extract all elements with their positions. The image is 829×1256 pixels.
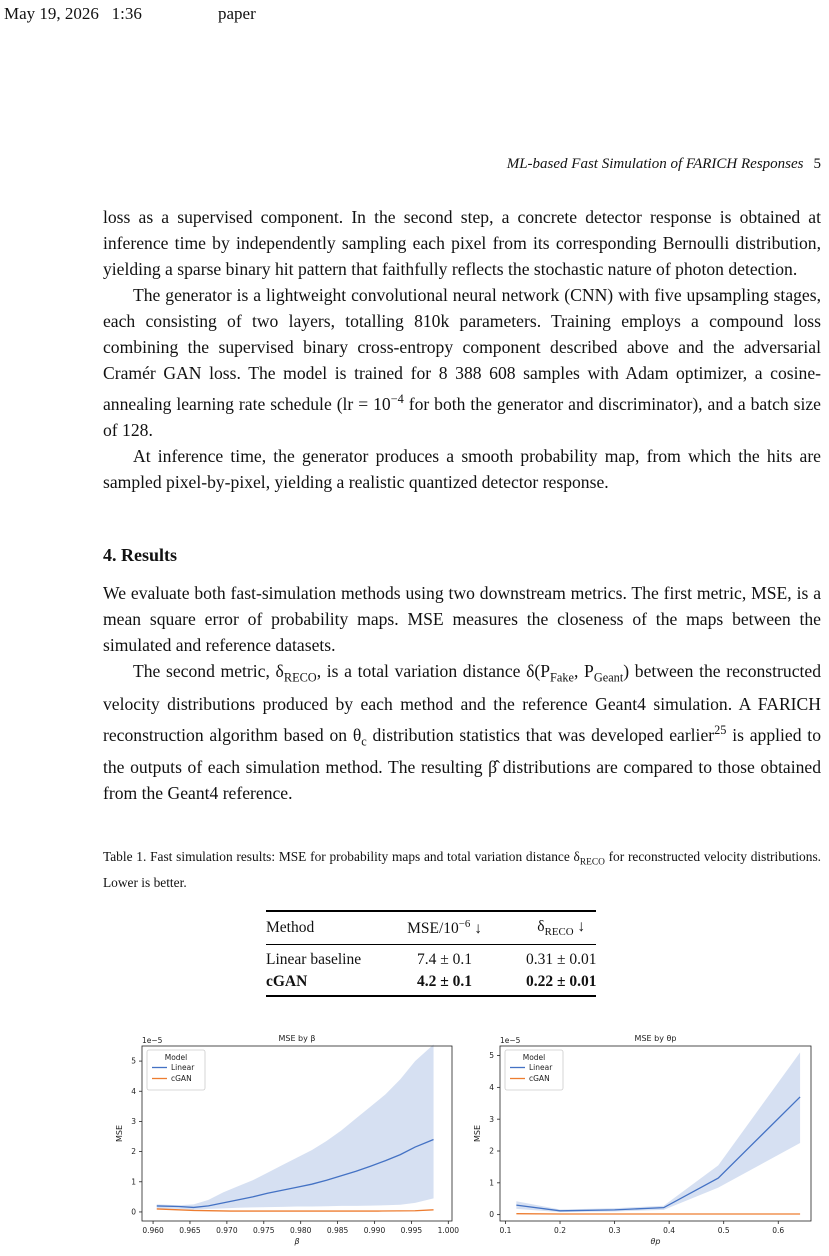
cell-method: cGAN [266, 973, 308, 991]
x-tick-label: 0.5 [717, 1226, 730, 1235]
table-header-row [266, 911, 596, 945]
y-tick-label: 5 [489, 1051, 494, 1061]
y-multiplier: 1e−5 [142, 1036, 163, 1045]
cell-delta: 0.31 ± 0.01 [525, 951, 597, 969]
results-table [266, 910, 596, 997]
time-text: 1:36 [111, 4, 142, 23]
table-caption: Table 1. Fast simulation results: MSE for probability maps and total variation distance $\delta_{RECO}$ for reconstructed velocity distributions. Lower is better. [103, 849, 821, 890]
x-tick-label: 0.990 [363, 1226, 386, 1235]
x-tick-label: 0.960 [142, 1226, 164, 1235]
y-tick-label: 5 [131, 1056, 136, 1066]
y-tick-label: 0 [131, 1207, 136, 1217]
body-text-top [103, 204, 821, 495]
y-tick-label: 0 [489, 1210, 494, 1220]
print-date [4, 4, 142, 24]
legend-label-linear: Linear [171, 1063, 195, 1072]
legend-label-linear: Linear [529, 1063, 553, 1072]
x-tick-label: 0.4 [663, 1226, 676, 1235]
section-heading: 4. Results [103, 545, 178, 565]
chart-title: MSE by θp [634, 1034, 677, 1043]
paragraph: The second metric, $\delta_{RECO}$, is a total variation distance $\delta(P_{Fake}$, $P_{Geant}$) between the reconstructed velocity distributions produced by each method and the reference Geant4 simulation. A FARICH reconstruction algorithm based on $\theta_c$ distribution statistics that was developed earlier$^{25}$ is applied to the outputs of each simulation method. The resulting β̂ distributions are compared to those obtained from the Geant4 reference. [103, 661, 821, 803]
x-axis-label: θp [650, 1237, 661, 1246]
legend-label-cgan: cGAN [529, 1074, 550, 1083]
running-head [507, 156, 821, 173]
cell-method: Linear baseline [266, 951, 362, 969]
x-tick-label: 0.965 [179, 1226, 201, 1235]
y-tick-label: 4 [131, 1086, 136, 1096]
y-axis-label: MSE [473, 1124, 482, 1143]
chart-title: MSE by β [278, 1034, 316, 1043]
y-tick-label: 1 [489, 1178, 494, 1188]
y-tick-label: 1 [131, 1177, 136, 1187]
running-title: ML-based Fast Simulation of FARICH Responses [506, 156, 804, 172]
date-text: May 19, 2026 [4, 4, 99, 23]
y-multiplier: 1e−5 [500, 1036, 521, 1045]
y-tick-label: 2 [489, 1146, 494, 1156]
x-tick-label: 0.2 [554, 1226, 566, 1235]
paragraph: The generator is a lightweight convolutional neural network (CNN) with five upsampling stages, each consisting of two layers, totalling 810k parameters. Training employs a compound loss combining the supervised binary cross-entropy component described above and the adversarial Cramér GAN loss. The model is trained for 8 388 608 samples with Adam optimizer, a cosine-annealing learning rate schedule ($lr = 10^{-4}$ for both the generator and discriminator), and a batch size of 128. [103, 285, 821, 440]
y-tick-label: 3 [131, 1117, 136, 1127]
x-tick-label: 0.3 [608, 1226, 621, 1235]
legend-label-cgan: cGAN [171, 1074, 192, 1083]
body-text-results [103, 580, 821, 806]
table-row [266, 945, 596, 972]
legend-title: Model [164, 1053, 188, 1062]
table-row [266, 971, 596, 996]
x-tick-label: 0.6 [772, 1226, 785, 1235]
doc-label: paper [218, 4, 256, 23]
col-mse: MSE/$10^{-6}$ ↓ [407, 918, 482, 938]
x-tick-label: 0.980 [289, 1226, 312, 1235]
paragraph: loss as a supervised component. In the second step, a concrete detector response is obtained at inference time by independently sampling each pixel from its corresponding Bernoulli distribution, yielding a sparse binary hit pattern that faithfully reflects the stochastic nature of photon detection. [103, 207, 821, 279]
x-axis-label: β [294, 1237, 300, 1246]
paragraph: At inference time, the generator produces a smooth probability map, from which the hits are sampled pixel-by-pixel, yielding a realistic quantized detector response. [103, 445, 821, 492]
legend-title: Model [522, 1053, 546, 1062]
cell-mse: 7.4 ± 0.1 [417, 951, 473, 969]
col-delta: $\delta_{RECO}$ ↓ [537, 918, 586, 939]
chart-mse-by-beta [100, 1026, 470, 1254]
x-tick-label: 0.995 [400, 1226, 423, 1235]
cell-delta: 0.22 ± 0.01 [525, 973, 597, 991]
cell-mse: 4.2 ± 0.1 [417, 973, 473, 991]
x-tick-label: 0.975 [253, 1226, 275, 1235]
x-tick-label: 0.970 [216, 1226, 238, 1235]
chart-mse-by-theta [466, 1026, 826, 1254]
y-tick-label: 3 [489, 1114, 494, 1124]
y-tick-label: 2 [131, 1147, 136, 1157]
paragraph: We evaluate both fast-simulation methods using two downstream metrics. The first metric, MSE, is a mean square error of probability maps. MSE measures the closeness of the maps between the simulated and reference datasets. [103, 583, 821, 655]
y-tick-label: 4 [489, 1082, 494, 1092]
page-number: 5 [813, 156, 821, 172]
x-tick-label: 0.985 [326, 1226, 349, 1235]
x-tick-label: 1.000 [437, 1226, 460, 1235]
x-tick-label: 0.1 [499, 1226, 512, 1235]
col-method: Method [266, 919, 315, 937]
y-axis-label: MSE [115, 1124, 124, 1143]
